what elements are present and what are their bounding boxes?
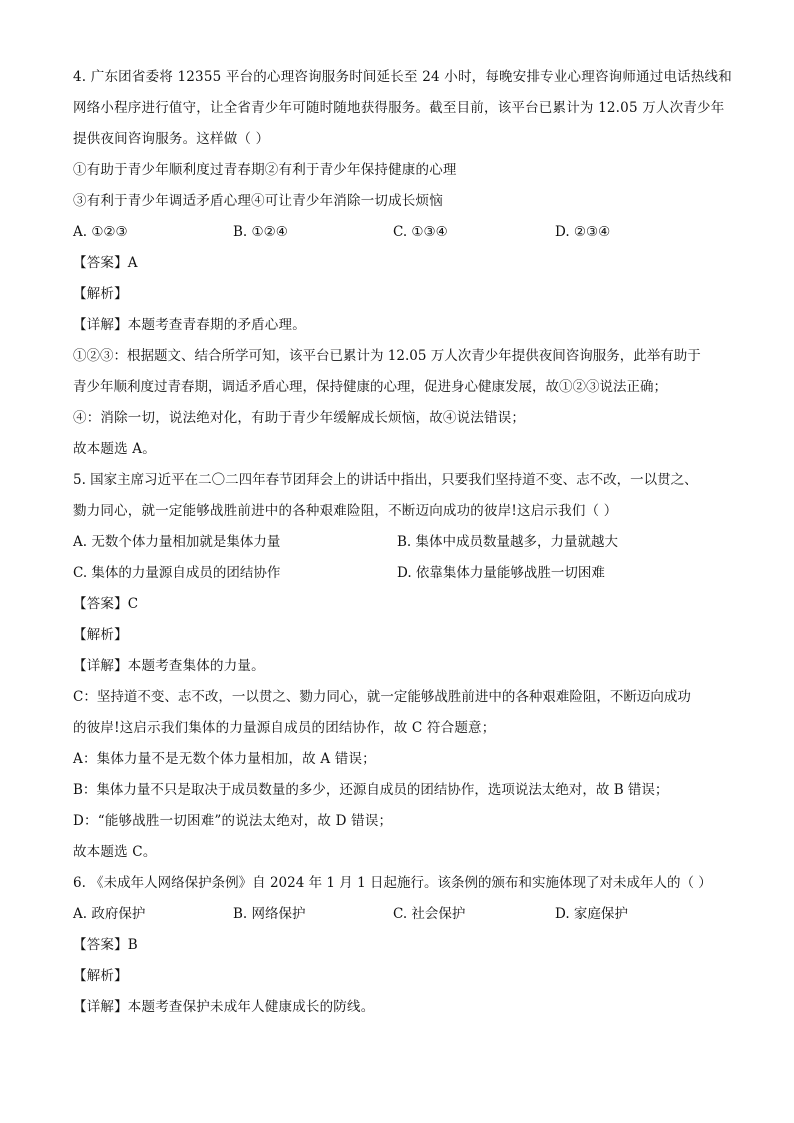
q4-stem-line-2: 网络小程序进行值守，让全省青少年可随时随地获得服务。截至目前，该平台已累计为 12.05 万人次青少年 (73, 100, 725, 116)
q4-option-b: B. ①②④ (233, 224, 288, 240)
q4-stem-line-1: 4. 广东团省委将 12355 平台的心理咨询服务时间延长至 24 小时，每晚安排专业心理咨询师通过电话热线和 (73, 69, 732, 85)
q5-detail: 【详解】本题考查集体的力量。 (73, 658, 265, 674)
q4-stem-line-3: 提供夜间咨询服务。这样做（ ） (73, 131, 270, 147)
q4-conclusion: 故本题选 A。 (73, 441, 156, 457)
q4-analysis-label: 【解析】 (73, 286, 128, 302)
q5-options-row-2 (73, 558, 733, 589)
q4-answer: 【答案】A (73, 255, 138, 271)
q4-explanation-line-1: ①②③：根据题文、结合所学可知，该平台已累计为 12.05 万人次青少年提供夜间咨询服务，此举有助于 (73, 348, 701, 364)
document-page (73, 62, 733, 1023)
q6-options (73, 899, 733, 930)
q4-option-d: D. ②③④ (555, 224, 611, 240)
q5-option-c: C. 集体的力量源自成员的团结协作 (73, 565, 281, 581)
q5-explanation-c-line-1: C：坚持道不变、志不改，一以贯之、勠力同心，就一定能够战胜前进中的各种艰难险阻，不断迈向成功 (73, 689, 691, 705)
q5-stem-line-1: 5. 国家主席习近平在二〇二四年春节团拜会上的讲话中指出，只要我们坚持道不变、志不改，一以贯之、 (73, 472, 698, 488)
q6-detail: 【详解】本题考查保护未成年人健康成长的防线。 (73, 999, 375, 1015)
q6-analysis-label: 【解析】 (73, 968, 128, 984)
q5-explanation-c-line-2: 的彼岸!这启示我们集体的力量源自成员的团结协作，故 C 符合题意； (73, 720, 496, 736)
q5-option-b: B. 集体中成员数量越多，力量就越大 (397, 534, 619, 550)
q5-stem-line-2: 勠力同心，就一定能够战胜前进中的各种艰难险阻，不断迈向成功的彼岸!这启示我们（ ） (73, 503, 618, 519)
q6-answer: 【答案】B (73, 937, 138, 953)
q5-analysis-label: 【解析】 (73, 627, 128, 643)
q6-option-b: B. 网络保护 (233, 906, 306, 922)
q5-option-a: A. 无数个体力量相加就是集体力量 (73, 534, 281, 550)
q6-option-a: A. 政府保护 (73, 906, 146, 922)
q6-stem-line-1: 6. 《未成年人网络保护条例》自 2024 年 1 月 1 日起施行。该条例的颁布和实施体现了对未成年人的（ ） (73, 875, 712, 891)
q4-statement-1: ①有助于青少年顺利度过青春期②有利于青少年保持健康的心理 (73, 162, 457, 178)
q4-options (73, 217, 733, 248)
q4-explanation-line-2: 青少年顺利度过青春期，调适矛盾心理，保持健康的心理，促进身心健康发展，故①②③说法正确； (73, 379, 667, 395)
q5-options-row-1 (73, 527, 733, 558)
q5-explanation-d: D：“能够战胜一切困难”的说法太绝对，故 D 错误； (73, 813, 393, 829)
q4-option-c: C. ①③④ (393, 224, 448, 240)
q5-explanation-b: B：集体力量不只是取决于成员数量的多少，还源自成员的团结协作，选项说法太绝对，故 B 错误； (73, 782, 669, 798)
q4-detail: 【详解】本题考查青春期的矛盾心理。 (73, 317, 306, 333)
q5-explanation-a: A：集体力量不是无数个体力量相加，故 A 错误； (73, 751, 376, 767)
q5-answer: 【答案】C (73, 596, 139, 612)
q4-option-a: A. ①②③ (73, 224, 128, 240)
q6-option-c: C. 社会保护 (393, 906, 466, 922)
q6-option-d: D. 家庭保护 (555, 906, 628, 922)
q5-option-d: D. 依靠集体力量能够战胜一切困难 (397, 565, 605, 581)
q5-conclusion: 故本题选 C。 (73, 844, 157, 860)
q4-explanation-line-3: ④：消除一切，说法绝对化，有助于青少年缓解成长烦恼，故④说法错误； (73, 410, 526, 426)
q4-statement-2: ③有利于青少年调适矛盾心理④可让青少年消除一切成长烦恼 (73, 193, 443, 209)
